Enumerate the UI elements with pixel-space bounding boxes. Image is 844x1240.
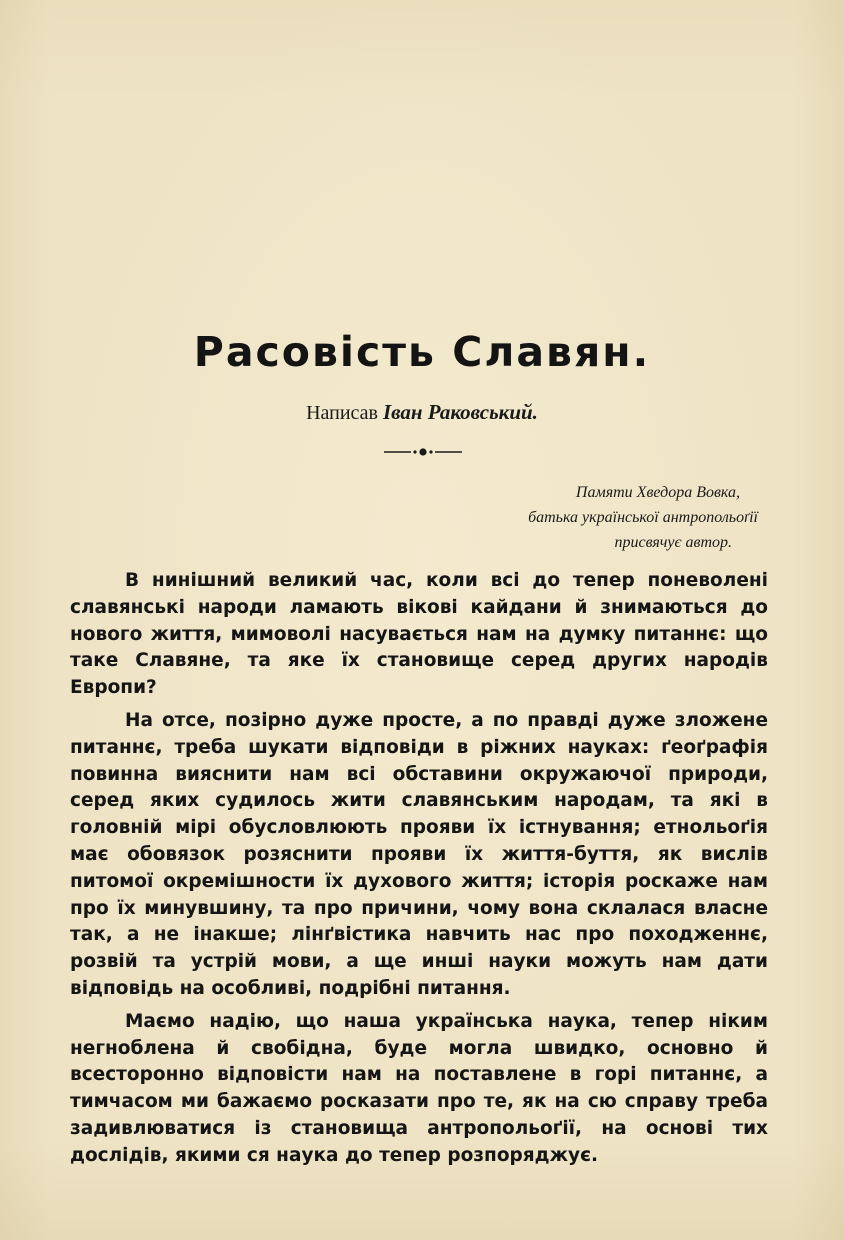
article-body [70, 568, 768, 1176]
page-title: Расовість Славян. [193, 328, 651, 376]
dedication [528, 480, 758, 555]
byline [0, 400, 844, 425]
ornament-divider [384, 445, 462, 459]
paragraph-3: Маємо надію, що наша українська наука, тепер ніким негноблена й свобідна, буде могла швидко, основно й всесторонно відповісти нам на поставлене в горі питаннє, а тимчасом ми бажаємо росказати про те, як на сю справу треба задивлюватися із становища антропольоґії, на основі тих дослідів, якими ся наука до тепер розпоряджує. [70, 1010, 768, 1166]
dedication-line-2: батька української антропольоґії [528, 509, 758, 526]
paragraph-1: В нинішний великий час, коли всі до тепер поневолені славянські народи ламають вікові кайдани й знимаються до нового життя, мимоволі насувається нам на думку питаннє: що таке Славяне, та яке їх становище серед других народів Европи? [70, 570, 768, 699]
paragraph-2: На отсе, позірно дуже просте, а по правді дуже зложене питаннє, треба шукати відповіди в ріжних науках: ґеоґрафія повинна вияснити нам всі обставини окружаючої природи, серед яких судилось жити славянським народам, та які в головній мірі обусловлюють прояви їх істнування; етнольоґія має обовязок розяснити прояви їх життя-буття, як вислів питомої окремішности їх духового життя; історія роскаже нам про їх минувшину, та про причини, чому вона склалася власне так, а не інакше; лінґвістика навчить нас про походженнє, розвій та устрій мови, а ще инші науки можуть нам дати відповідь на особливі, подрібні питання. [70, 709, 768, 999]
dedication-line-3: присвячує автор. [614, 534, 732, 551]
dedication-line-1: Памяти Хведора Вовка, [575, 484, 740, 501]
author-name: Іван Раковський. [382, 400, 538, 424]
byline-prefix: Написав [306, 402, 378, 424]
